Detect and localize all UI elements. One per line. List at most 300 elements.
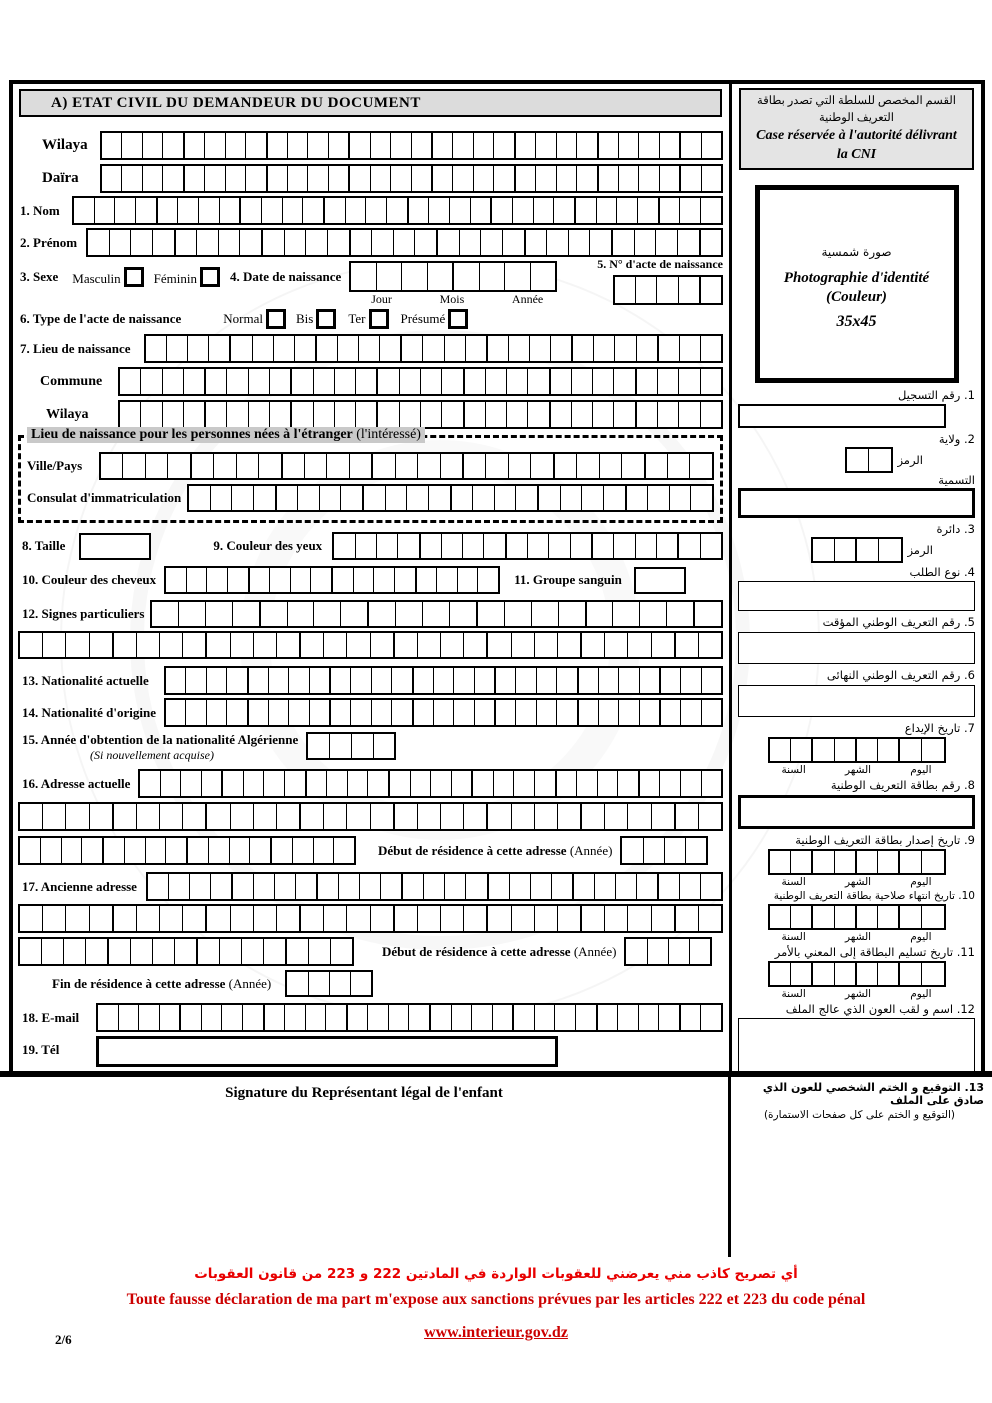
char-cell[interactable] (421, 402, 442, 427)
char-cell[interactable] (496, 668, 516, 693)
char-cell[interactable] (43, 633, 66, 657)
char-cell[interactable] (377, 263, 403, 290)
char-cell[interactable] (231, 906, 254, 931)
char-cell[interactable] (791, 851, 813, 873)
char-cell[interactable] (488, 906, 511, 931)
char-cell[interactable] (317, 336, 338, 361)
char-cell[interactable] (535, 1005, 556, 1030)
char-cell[interactable] (183, 804, 207, 829)
char-cell[interactable] (371, 166, 391, 191)
char-cell[interactable] (614, 369, 636, 394)
char-cell[interactable] (922, 963, 944, 985)
char-cell[interactable] (577, 166, 598, 191)
char-cell[interactable] (411, 771, 432, 796)
char-cell[interactable] (421, 369, 442, 394)
consulat-grid[interactable] (187, 484, 714, 512)
char-cell[interactable] (857, 851, 879, 873)
char-cell[interactable] (377, 534, 398, 558)
char-cell[interactable] (331, 668, 351, 693)
char-cell[interactable] (338, 336, 359, 361)
char-cell[interactable] (298, 486, 320, 510)
char-cell[interactable] (507, 402, 528, 427)
char-cell[interactable] (400, 369, 421, 394)
char-cell[interactable] (356, 402, 378, 427)
lieu-naissance-grid[interactable] (144, 334, 723, 363)
char-cell[interactable] (198, 939, 220, 964)
char-cell[interactable] (474, 166, 494, 191)
char-cell[interactable] (277, 486, 299, 510)
char-cell[interactable] (395, 906, 418, 931)
debut-residence-grid-1[interactable] (620, 836, 708, 865)
char-cell[interactable] (184, 369, 206, 394)
r4-box[interactable] (738, 581, 975, 611)
char-cell[interactable] (434, 700, 454, 725)
char-cell[interactable] (579, 700, 599, 725)
char-cell[interactable] (616, 874, 637, 899)
char-cell[interactable] (582, 906, 605, 931)
char-cell[interactable] (188, 336, 209, 361)
char-cell[interactable] (20, 906, 43, 931)
char-cell[interactable] (613, 602, 640, 626)
char-cell[interactable] (347, 906, 370, 931)
char-cell[interactable] (227, 668, 248, 693)
char-cell[interactable] (791, 963, 813, 985)
char-cell[interactable] (43, 906, 66, 931)
char-cell[interactable] (176, 230, 198, 255)
char-cell[interactable] (640, 668, 661, 693)
taille-box[interactable] (79, 533, 151, 560)
char-cell[interactable] (249, 700, 269, 725)
char-cell[interactable] (231, 804, 254, 829)
char-cell[interactable] (619, 166, 639, 191)
char-cell[interactable] (639, 133, 659, 158)
char-cell[interactable] (452, 771, 474, 796)
char-cell[interactable] (301, 633, 324, 657)
char-cell[interactable] (188, 838, 209, 863)
char-cell[interactable] (594, 336, 615, 361)
feminin-checkbox[interactable] (200, 267, 220, 287)
char-cell[interactable] (143, 166, 163, 191)
char-cell[interactable] (163, 402, 184, 427)
char-cell[interactable] (587, 602, 614, 626)
char-cell[interactable] (309, 972, 330, 995)
char-cell[interactable] (231, 336, 252, 361)
char-cell[interactable] (324, 633, 347, 657)
char-cell[interactable] (676, 633, 699, 657)
char-cell[interactable] (593, 534, 614, 558)
char-cell[interactable] (573, 336, 594, 361)
char-cell[interactable] (197, 230, 219, 255)
char-cell[interactable] (386, 486, 408, 510)
char-cell[interactable] (676, 804, 699, 829)
char-cell[interactable] (554, 198, 576, 223)
char-cell[interactable] (561, 486, 583, 510)
char-cell[interactable] (288, 133, 308, 158)
char-cell[interactable] (249, 668, 269, 693)
char-cell[interactable] (571, 534, 593, 558)
char-cell[interactable] (308, 133, 328, 158)
char-cell[interactable] (158, 198, 179, 223)
char-cell[interactable] (512, 804, 535, 829)
char-cell[interactable] (202, 771, 224, 796)
char-cell[interactable] (166, 568, 187, 592)
char-cell[interactable] (288, 602, 315, 626)
char-cell[interactable] (415, 230, 438, 255)
char-cell[interactable] (640, 771, 661, 796)
char-cell[interactable] (306, 230, 328, 255)
char-cell[interactable] (857, 539, 879, 561)
char-cell[interactable] (285, 1005, 306, 1030)
char-cell[interactable] (488, 804, 511, 829)
char-cell[interactable] (465, 402, 486, 427)
char-cell[interactable] (514, 771, 535, 796)
char-cell[interactable] (324, 804, 347, 829)
char-cell[interactable] (371, 906, 395, 931)
char-cell[interactable] (189, 486, 211, 510)
char-cell[interactable] (372, 668, 392, 693)
char-cell[interactable] (636, 534, 657, 558)
r9-date-grid[interactable] (768, 849, 946, 875)
char-cell[interactable] (351, 700, 371, 725)
char-cell[interactable] (395, 804, 418, 829)
daira-grid[interactable] (100, 164, 723, 193)
char-cell[interactable] (488, 633, 511, 657)
char-cell[interactable] (314, 402, 335, 427)
char-cell[interactable] (114, 804, 137, 829)
char-cell[interactable] (205, 166, 225, 191)
char-cell[interactable] (488, 336, 509, 361)
char-cell[interactable] (220, 198, 242, 223)
char-cell[interactable] (639, 166, 659, 191)
char-cell[interactable] (20, 804, 43, 829)
char-cell[interactable] (555, 454, 577, 478)
char-cell[interactable] (396, 602, 423, 626)
char-cell[interactable] (403, 874, 424, 899)
char-cell[interactable] (183, 633, 207, 657)
char-cell[interactable] (246, 133, 267, 158)
char-cell[interactable] (531, 263, 556, 290)
char-cell[interactable] (576, 198, 597, 223)
char-cell[interactable] (492, 198, 513, 223)
char-cell[interactable] (678, 230, 701, 255)
char-cell[interactable] (701, 277, 721, 303)
char-cell[interactable] (141, 369, 162, 394)
acte-num-grid[interactable] (613, 275, 723, 305)
char-cell[interactable] (310, 700, 331, 725)
char-cell[interactable] (206, 402, 227, 427)
char-cell[interactable] (249, 402, 270, 427)
r6-box[interactable] (738, 685, 975, 717)
char-cell[interactable] (240, 230, 263, 255)
nat-origine-grid[interactable] (164, 698, 723, 727)
char-cell[interactable] (791, 906, 813, 928)
char-cell[interactable] (192, 454, 214, 478)
char-cell[interactable] (371, 633, 395, 657)
char-cell[interactable] (301, 906, 324, 931)
char-cell[interactable] (473, 771, 494, 796)
char-cell[interactable] (109, 939, 131, 964)
char-cell[interactable] (576, 1005, 598, 1030)
tel-box[interactable] (96, 1036, 558, 1067)
char-cell[interactable] (202, 1005, 223, 1030)
char-cell[interactable] (274, 336, 295, 361)
char-cell[interactable] (582, 804, 605, 829)
char-cell[interactable] (82, 838, 104, 863)
char-cell[interactable] (437, 568, 458, 592)
annee-nat-grid[interactable] (306, 732, 396, 760)
char-cell[interactable] (428, 263, 455, 290)
cheveux-grid[interactable] (164, 566, 500, 594)
char-cell[interactable] (74, 198, 95, 223)
char-cell[interactable] (395, 568, 417, 592)
char-cell[interactable] (230, 838, 251, 863)
char-cell[interactable] (614, 402, 636, 427)
char-cell[interactable] (526, 230, 548, 255)
char-cell[interactable] (131, 230, 153, 255)
char-cell[interactable] (287, 939, 309, 964)
char-cell[interactable] (557, 700, 578, 725)
char-cell[interactable] (572, 369, 593, 394)
char-cell[interactable] (636, 277, 657, 303)
char-cell[interactable] (253, 336, 274, 361)
char-cell[interactable] (368, 771, 390, 796)
char-cell[interactable] (559, 602, 587, 626)
adresse-actuelle-grid2[interactable] (18, 802, 723, 831)
char-cell[interactable] (701, 1005, 721, 1030)
char-cell[interactable] (90, 633, 114, 657)
char-cell[interactable] (595, 874, 616, 899)
char-cell[interactable] (409, 1005, 431, 1030)
char-cell[interactable] (137, 633, 160, 657)
char-cell[interactable] (637, 369, 658, 394)
char-cell[interactable] (335, 369, 356, 394)
char-cell[interactable] (207, 568, 228, 592)
char-cell[interactable] (335, 402, 356, 427)
char-cell[interactable] (307, 771, 328, 796)
char-cell[interactable] (219, 230, 241, 255)
char-cell[interactable] (394, 230, 416, 255)
char-cell[interactable] (122, 166, 142, 191)
char-cell[interactable] (900, 906, 922, 928)
char-cell[interactable] (187, 568, 208, 592)
char-cell[interactable] (702, 133, 721, 158)
char-cell[interactable] (494, 166, 515, 191)
char-cell[interactable] (646, 454, 668, 478)
char-cell[interactable] (64, 939, 86, 964)
char-cell[interactable] (390, 771, 411, 796)
char-cell[interactable] (141, 402, 162, 427)
char-cell[interactable] (209, 838, 230, 863)
char-cell[interactable] (429, 198, 450, 223)
char-cell[interactable] (582, 486, 604, 510)
char-cell[interactable] (179, 602, 206, 626)
char-cell[interactable] (270, 402, 292, 427)
char-cell[interactable] (599, 700, 619, 725)
char-cell[interactable] (878, 739, 900, 761)
char-cell[interactable] (701, 402, 721, 427)
char-cell[interactable] (152, 602, 179, 626)
char-cell[interactable] (254, 633, 277, 657)
char-cell[interactable] (269, 700, 289, 725)
char-cell[interactable] (434, 668, 454, 693)
wilaya-grid[interactable] (100, 131, 723, 160)
char-cell[interactable] (334, 534, 355, 558)
char-cell[interactable] (622, 454, 645, 478)
char-cell[interactable] (373, 454, 395, 478)
char-cell[interactable] (484, 534, 506, 558)
char-cell[interactable] (421, 534, 442, 558)
char-cell[interactable] (471, 198, 493, 223)
char-cell[interactable] (593, 402, 614, 427)
char-cell[interactable] (418, 804, 441, 829)
wilaya2-grid[interactable] (118, 400, 723, 429)
char-cell[interactable] (287, 972, 308, 995)
char-cell[interactable] (658, 402, 679, 427)
char-cell[interactable] (475, 668, 496, 693)
char-cell[interactable] (652, 906, 676, 931)
char-cell[interactable] (702, 166, 721, 191)
char-cell[interactable] (528, 534, 549, 558)
char-cell[interactable] (433, 166, 453, 191)
char-cell[interactable] (681, 668, 701, 693)
char-cell[interactable] (160, 804, 183, 829)
char-cell[interactable] (670, 486, 692, 510)
char-cell[interactable] (305, 454, 327, 478)
char-cell[interactable] (295, 336, 317, 361)
char-cell[interactable] (681, 771, 702, 796)
char-cell[interactable] (326, 1005, 348, 1030)
char-cell[interactable] (183, 906, 207, 931)
char-cell[interactable] (206, 369, 227, 394)
char-cell[interactable] (140, 771, 161, 796)
char-cell[interactable] (466, 336, 488, 361)
char-cell[interactable] (665, 838, 686, 863)
char-cell[interactable] (644, 838, 665, 863)
char-cell[interactable] (66, 633, 89, 657)
char-cell[interactable] (125, 838, 146, 863)
char-cell[interactable] (268, 133, 288, 158)
char-cell[interactable] (137, 906, 160, 931)
char-cell[interactable] (628, 633, 651, 657)
char-cell[interactable] (163, 166, 184, 191)
char-cell[interactable] (359, 336, 380, 361)
char-cell[interactable] (186, 700, 206, 725)
char-cell[interactable] (835, 851, 857, 873)
char-cell[interactable] (528, 402, 550, 427)
char-cell[interactable] (475, 700, 496, 725)
char-cell[interactable] (558, 633, 582, 657)
char-cell[interactable] (381, 874, 403, 899)
char-cell[interactable] (396, 454, 418, 478)
char-cell[interactable] (922, 739, 944, 761)
char-cell[interactable] (617, 198, 638, 223)
char-cell[interactable] (265, 1005, 286, 1030)
char-cell[interactable] (557, 166, 577, 191)
char-cell[interactable] (369, 602, 396, 626)
char-cell[interactable] (534, 198, 555, 223)
char-cell[interactable] (464, 804, 488, 829)
r11-date-grid[interactable] (768, 961, 946, 987)
char-cell[interactable] (445, 336, 466, 361)
char-cell[interactable] (516, 133, 536, 158)
char-cell[interactable] (638, 198, 660, 223)
char-cell[interactable] (618, 1005, 639, 1030)
char-cell[interactable] (311, 568, 333, 592)
char-cell[interactable] (350, 166, 370, 191)
char-cell[interactable] (392, 668, 413, 693)
char-cell[interactable] (701, 534, 721, 558)
char-cell[interactable] (857, 739, 879, 761)
char-cell[interactable] (339, 874, 360, 899)
char-cell[interactable] (293, 838, 314, 863)
char-cell[interactable] (537, 668, 557, 693)
char-cell[interactable] (324, 906, 347, 931)
signes-grid2[interactable] (18, 631, 723, 659)
char-cell[interactable] (478, 568, 498, 592)
char-cell[interactable] (536, 166, 556, 191)
char-cell[interactable] (660, 133, 681, 158)
char-cell[interactable] (835, 739, 857, 761)
char-cell[interactable] (348, 771, 369, 796)
char-cell[interactable] (148, 874, 169, 899)
char-cell[interactable] (661, 668, 681, 693)
char-cell[interactable] (380, 336, 402, 361)
char-cell[interactable] (351, 230, 373, 255)
char-cell[interactable] (619, 700, 639, 725)
char-cell[interactable] (690, 939, 710, 964)
char-cell[interactable] (813, 851, 835, 873)
char-cell[interactable] (66, 804, 89, 829)
char-cell[interactable] (120, 369, 141, 394)
char-cell[interactable] (268, 166, 288, 191)
char-cell[interactable] (412, 133, 433, 158)
char-cell[interactable] (551, 336, 573, 361)
char-cell[interactable] (237, 454, 259, 478)
char-cell[interactable] (472, 1005, 493, 1030)
char-cell[interactable] (599, 166, 619, 191)
char-cell[interactable] (378, 369, 399, 394)
char-cell[interactable] (505, 602, 532, 626)
char-cell[interactable] (289, 700, 309, 725)
char-cell[interactable] (423, 336, 444, 361)
char-cell[interactable] (615, 277, 636, 303)
char-cell[interactable] (270, 568, 291, 592)
char-cell[interactable] (702, 700, 721, 725)
char-cell[interactable] (627, 486, 649, 510)
char-cell[interactable] (348, 1005, 369, 1030)
char-cell[interactable] (701, 369, 721, 394)
char-cell[interactable] (681, 700, 701, 725)
char-cell[interactable] (98, 1005, 119, 1030)
char-cell[interactable] (283, 198, 304, 223)
char-cell[interactable] (20, 939, 42, 964)
char-cell[interactable] (115, 198, 136, 223)
char-cell[interactable] (690, 454, 711, 478)
char-cell[interactable] (680, 874, 701, 899)
char-cell[interactable] (441, 804, 464, 829)
website-link[interactable]: www.interieur.gov.dz (424, 1324, 568, 1341)
char-cell[interactable] (167, 336, 188, 361)
char-cell[interactable] (509, 454, 531, 478)
char-cell[interactable] (512, 633, 535, 657)
char-cell[interactable] (146, 454, 168, 478)
char-cell[interactable] (222, 1005, 243, 1030)
char-cell[interactable] (424, 874, 445, 899)
char-cell[interactable] (90, 906, 114, 931)
char-cell[interactable] (211, 486, 233, 510)
char-cell[interactable] (175, 939, 198, 964)
char-cell[interactable] (205, 133, 225, 158)
